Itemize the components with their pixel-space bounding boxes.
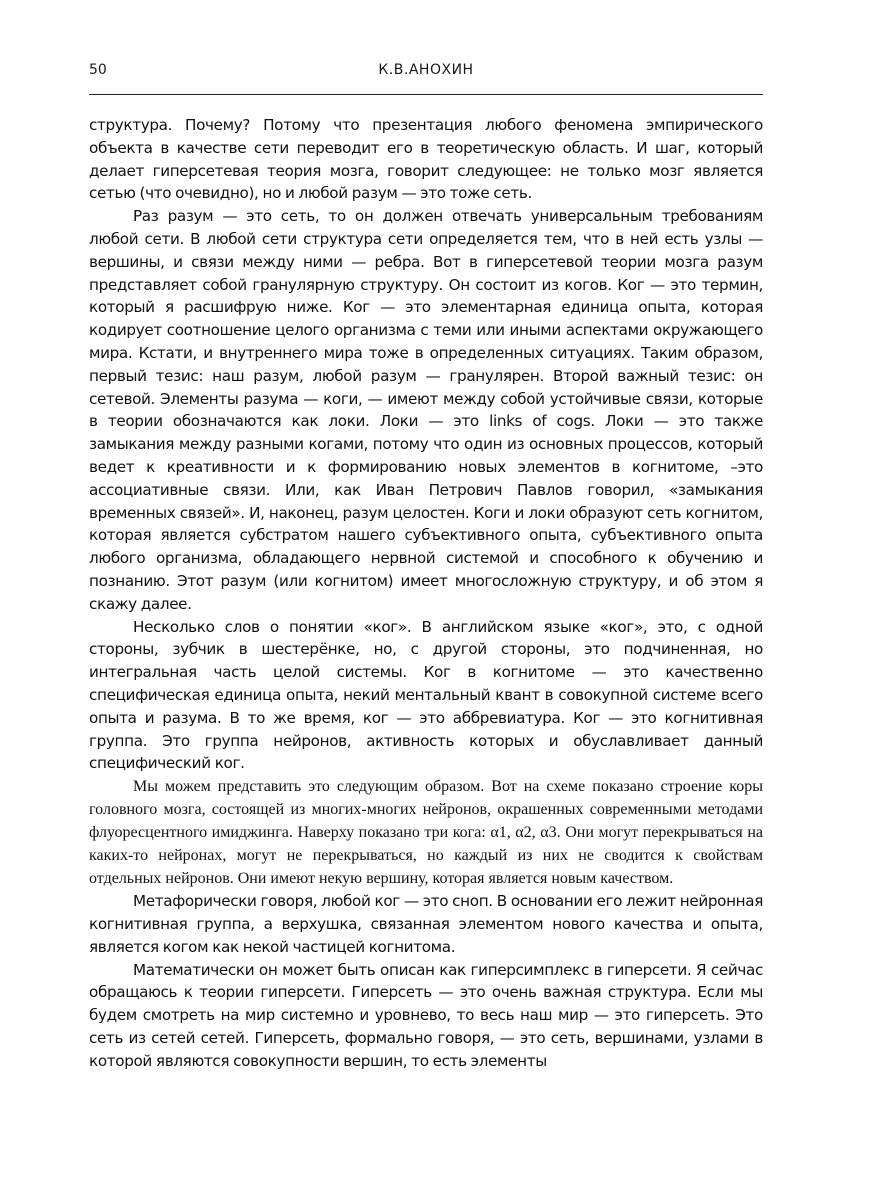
paragraph-6: Математически он может быть описан как гиперсимплекс в гиперсети. Я сейчас обращаюсь к теории гиперсети. Гиперсеть — это очень важная структура. Если мы будем смотреть на мир системно и уровнево, то весь наш мир — это гиперсеть. Это сеть из сетей сетей. Гиперсеть, формально говоря, — это сеть, вершинами, узлами в которой являются совокупности вершин, то есть элементы xyxy=(89,960,763,1070)
header-rule xyxy=(89,94,763,95)
page-number: 50 xyxy=(89,62,107,78)
paragraph-5: Метафорически говоря, любой ког — это сноп. В основании его лежит нейронная когнитивная группа, а верхушка, связанная элементом нового качества и опыта, является когом как некой частицей когнитома. xyxy=(89,892,763,956)
running-title: К.В.АНОХИН xyxy=(378,62,474,78)
paragraph-1: структура. Почему? Потому что презентация любого феномена эмпирического объекта в качестве сети переводит его в теоретическую область. И шаг, который делает гиперсетевая теория мозга, говорит следующее: не только мозг является сетью (что очевидно), но и любой разум — это тоже сеть. xyxy=(89,116,763,203)
paragraph-4: Мы можем представить это следующим образом. Вот на схеме показано строение коры головного мозга, состоящей из многих-многих нейронов, окрашенных современными методами флуоресцентного имиджинга. Наверху показано три кога: α1, α2, α3. Они могут перекрываться на каких-то нейронах, могут не перекрываться, но каждый из них не сводится к свойствам отдельных нейронов. Они имеют некую вершину, которая является новым качеством. xyxy=(89,778,763,888)
paragraph-2: Раз разум — это сеть, то он должен отвечать универсальным требованиям любой сети. В любой сети структура сети определяется тем, что в ней есть узлы — вершины, и связи между ними — ребра. Вот в гиперсетевой теории мозга разум представляет собой гранулярную структуру. Он состоит из когов. Ког — это термин, который я расшифрую ниже. Ког — это элементарная единица опыта, которая кодирует соотношение целого организма с теми или иными аспектами окружающего мира. Кстати, и внутреннего мира тоже в определенных ситуациях. Таким образом, первый тезис: наш разум, любой разум — гранулярен. Второй важный тезис: он сетевой. Элементы разума — коги, — имеют между собой устойчивые связи, которые в теории обозначаются как локи. Локи — это links of cogs. Локи — это также замыкания между разными когами, потому что один из основных процессов, который ведет к креативности и к формированию новых элементов в когнитоме, –это ассоциативные связи. Или, как Иван Петрович Павлов говорил, «замыкания временных связей». И, наконец, разум целостен. Коги и локи образуют сеть когнитом, которая является субстратом нашего субъективного опыта, субъективного опыта любого организма, обладающего нервной системой и способного к обучению и познанию. Этот разум (или когнитом) имеет многосложную структуру, и об этом я скажу далее. xyxy=(89,207,763,613)
body-text xyxy=(89,114,763,1072)
paragraph-3: Несколько слов о понятии «ког». В английском языке «ког», это, с одной стороны, зубчик в шестерёнке, но, с другой стороны, это подчиненная, но интегральная часть целой системы. Ког в когнитоме — это качественно специфическая единица опыта, некий ментальный квант в совокупной системе всего опыта и разума. В то же время, ког — это аббревиатура. Ког — это когнитивная группа. Это группа нейронов, активность которых и обуславливает данный специфический ког. xyxy=(89,617,763,773)
page-header xyxy=(89,62,763,84)
